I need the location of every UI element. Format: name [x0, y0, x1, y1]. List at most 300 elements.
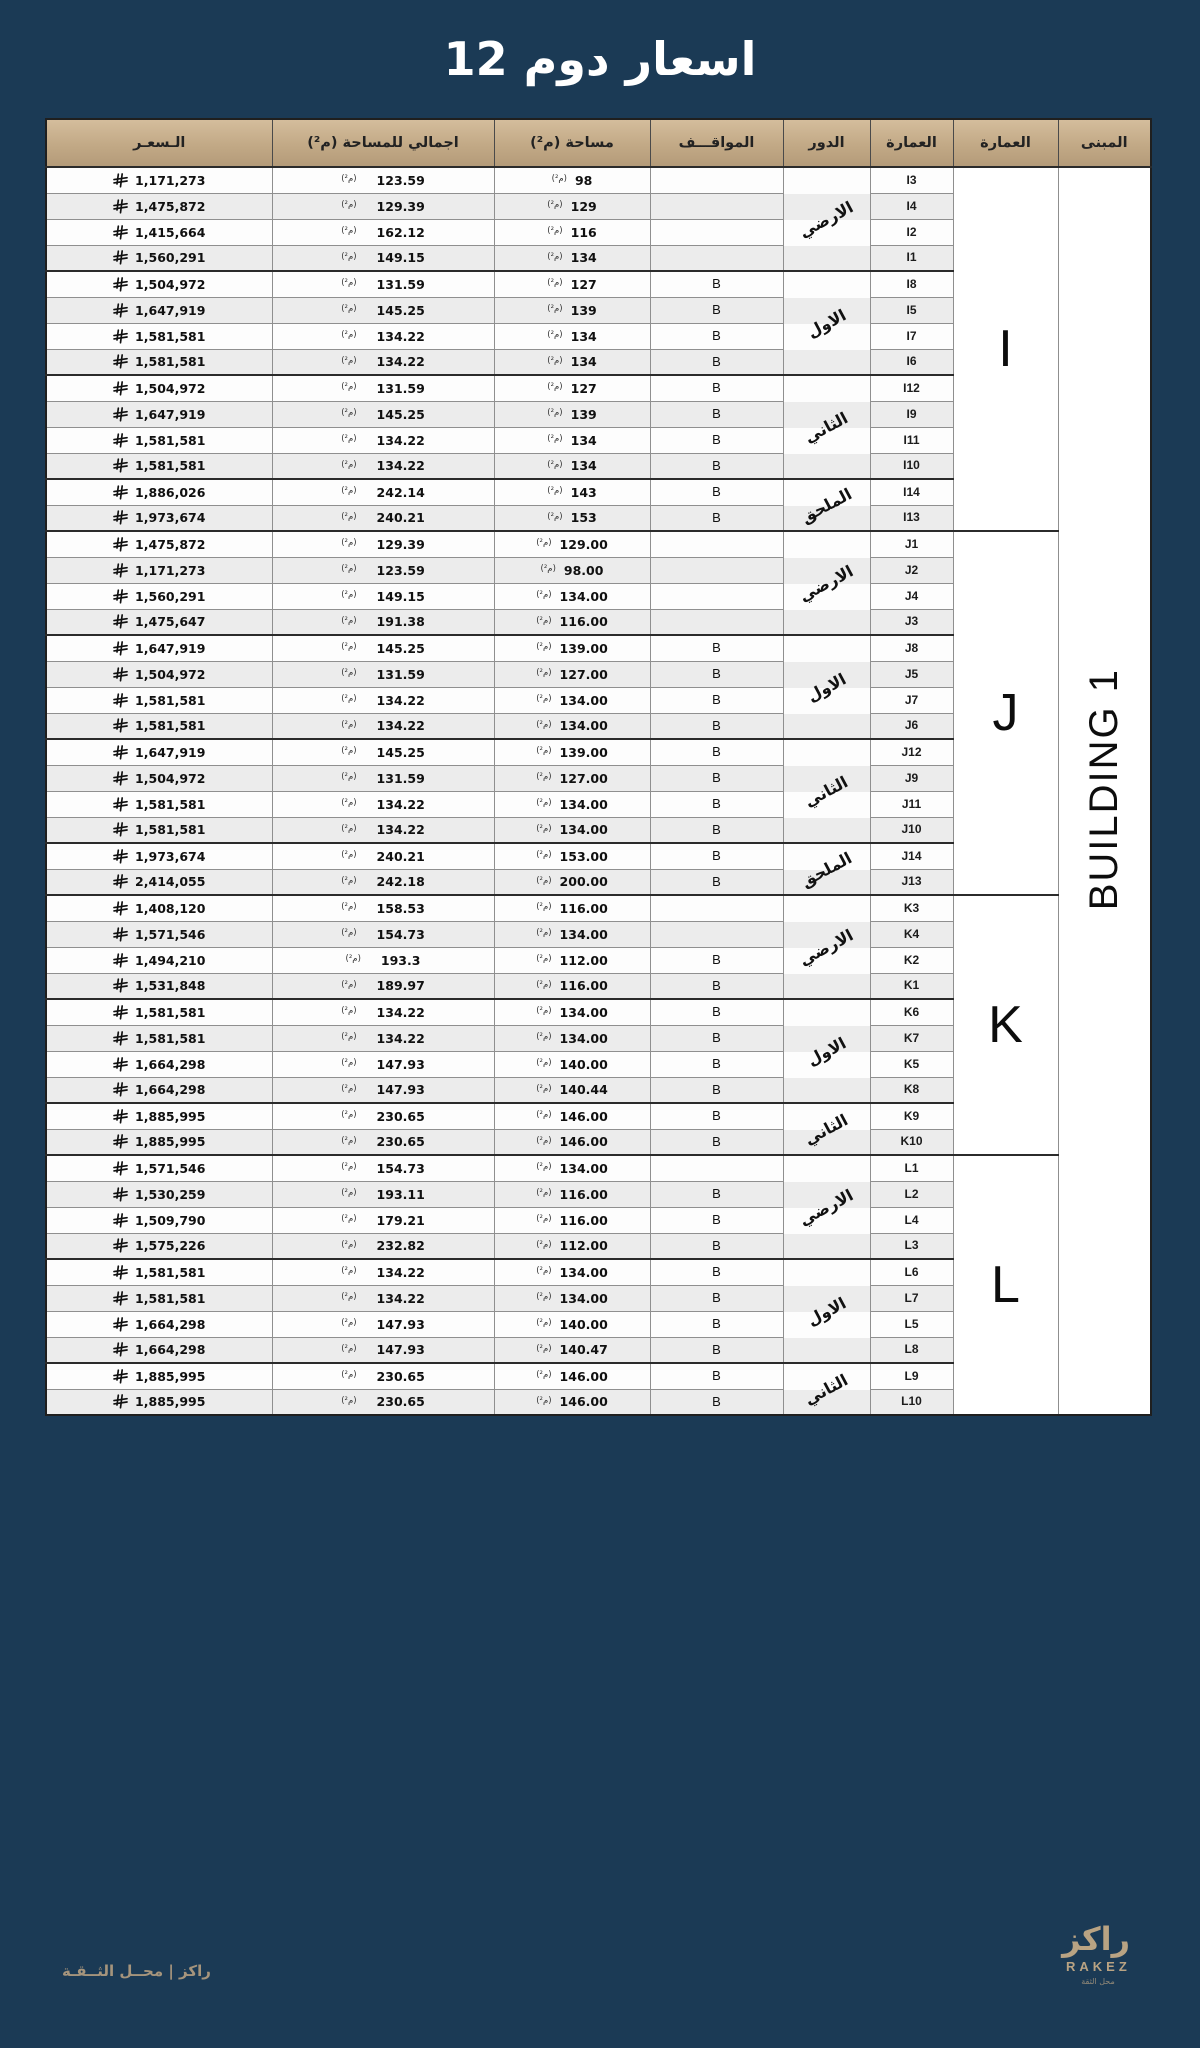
total-area-cell — [272, 999, 494, 1025]
saudi-riyal-icon — [113, 927, 128, 942]
area-value: 127.00 — [559, 770, 608, 786]
parking-value: B — [712, 302, 721, 317]
total-area-cell — [272, 453, 494, 479]
floor-name: الثاني — [801, 1369, 852, 1409]
total-area-value: 134.22 — [376, 354, 425, 370]
unit-cell — [870, 1285, 953, 1311]
area-cell — [494, 895, 650, 921]
parking-cell — [650, 765, 783, 791]
price-cell — [46, 791, 272, 817]
floor-cell — [783, 895, 870, 999]
parking-value: B — [712, 744, 721, 760]
parking-value: B — [712, 1004, 721, 1020]
sqm-unit-label: (م²) — [341, 408, 357, 418]
area-value: 134.00 — [559, 1004, 608, 1020]
price-cell — [46, 583, 272, 609]
saudi-riyal-icon — [113, 1317, 128, 1332]
sqm-unit-label: (م²) — [341, 278, 357, 289]
sqm-unit-label: (م²) — [547, 200, 563, 210]
parking-cell — [650, 1207, 783, 1233]
total-area-cell — [272, 791, 494, 817]
sqm-unit-label: (م²) — [341, 355, 357, 366]
total-area-value: 242.18 — [376, 874, 425, 890]
unit-cell — [870, 973, 953, 999]
unit-cell — [870, 1155, 953, 1181]
price-value: 1,560,291 — [135, 250, 206, 266]
unit-cell — [870, 1233, 953, 1259]
total-area-cell — [272, 635, 494, 661]
saudi-riyal-icon — [113, 329, 128, 344]
parking-cell — [650, 193, 783, 219]
floor-name: الثاني — [801, 771, 852, 811]
column-header-total_area: اجمالي للمساحة (م²) — [272, 119, 494, 167]
area-cell — [494, 1155, 650, 1181]
sqm-unit-label: (م²) — [536, 1370, 552, 1381]
total-area-cell — [272, 1233, 494, 1259]
unit-code: J2 — [904, 562, 919, 577]
parking-cell — [650, 297, 783, 323]
total-area-cell — [272, 1207, 494, 1233]
price-cell — [46, 167, 272, 193]
sqm-unit-label: (م²) — [341, 694, 357, 704]
price-cell — [46, 427, 272, 453]
parking-cell — [650, 531, 783, 557]
total-area-value: 240.21 — [376, 510, 425, 526]
saudi-riyal-icon — [113, 771, 128, 786]
floor-cell — [783, 1103, 870, 1155]
area-cell — [494, 1077, 650, 1103]
unit-code: J12 — [901, 744, 922, 759]
total-area-cell — [272, 817, 494, 843]
area-cell — [494, 557, 650, 583]
saudi-riyal-icon — [113, 250, 128, 265]
floor-cell — [783, 375, 870, 479]
parking-cell — [650, 505, 783, 531]
sqm-unit-label: (م²) — [341, 798, 357, 808]
saudi-riyal-icon — [113, 953, 128, 968]
parking-value: B — [712, 848, 721, 864]
area-value: 116.00 — [559, 614, 608, 630]
sqm-unit-label: (م²) — [536, 694, 552, 704]
sqm-unit-label: (م²) — [547, 278, 563, 289]
parking-cell — [650, 401, 783, 427]
saudi-riyal-icon — [113, 1369, 128, 1384]
building-label: BUILDING 1 — [1081, 667, 1126, 911]
sqm-unit-label: (م²) — [536, 538, 552, 549]
area-value: 134.00 — [559, 796, 608, 812]
sqm-unit-label: (م²) — [341, 174, 357, 185]
area-cell — [494, 1337, 650, 1363]
total-area-value: 134.22 — [376, 796, 425, 812]
unit-cell — [870, 219, 953, 245]
area-cell — [494, 1285, 650, 1311]
area-cell — [494, 349, 650, 375]
sqm-unit-label: (م²) — [341, 1239, 357, 1250]
total-area-value: 145.25 — [376, 406, 425, 422]
sqm-unit-label: (م²) — [341, 1110, 357, 1121]
saudi-riyal-icon — [113, 1082, 128, 1097]
total-area-cell — [272, 1311, 494, 1337]
total-area-value: 134.22 — [376, 1264, 425, 1280]
price-cell — [46, 401, 272, 427]
sqm-unit-label: (م²) — [341, 590, 357, 600]
area-cell — [494, 401, 650, 427]
unit-code: J1 — [904, 536, 919, 551]
price-cell — [46, 739, 272, 765]
sqm-unit-label: (م²) — [341, 1318, 357, 1328]
unit-cell — [870, 713, 953, 739]
area-value: 134 — [570, 328, 597, 344]
price-value: 1,647,919 — [135, 302, 206, 318]
price-value: 1,171,273 — [135, 562, 206, 578]
price-value: 1,504,972 — [135, 380, 206, 396]
price-cell — [46, 1051, 272, 1077]
parking-value: B — [712, 1368, 721, 1384]
floor-name: الارضي — [796, 1184, 857, 1230]
area-value: 134 — [570, 354, 597, 370]
floor-name: الاول — [803, 1032, 850, 1070]
saudi-riyal-icon — [113, 1161, 128, 1176]
parking-value: B — [712, 276, 721, 292]
area-cell — [494, 1311, 650, 1337]
sqm-unit-label: (م²) — [547, 382, 563, 393]
total-area-value: 145.25 — [376, 302, 425, 318]
floor-cell — [783, 1155, 870, 1259]
price-cell — [46, 453, 272, 479]
saudi-riyal-icon — [113, 745, 128, 760]
parking-value: B — [712, 1341, 721, 1357]
total-area-value: 154.73 — [376, 926, 425, 942]
total-area-value: 230.65 — [376, 1108, 425, 1124]
sqm-unit-label: (م²) — [547, 511, 563, 522]
area-cell — [494, 505, 650, 531]
sqm-unit-label: (م²) — [547, 226, 563, 236]
unit-code: I1 — [906, 250, 917, 265]
price-value: 1,885,995 — [135, 1108, 206, 1124]
unit-cell — [870, 401, 953, 427]
area-cell — [494, 843, 650, 869]
parking-cell — [650, 245, 783, 271]
parking-cell — [650, 375, 783, 401]
parking-value: B — [712, 1186, 721, 1201]
price-value: 1,530,259 — [135, 1186, 206, 1202]
area-value: 134.00 — [559, 1264, 608, 1280]
area-value: 98 — [574, 172, 593, 188]
area-cell — [494, 219, 650, 245]
floor-cell — [783, 843, 870, 895]
unit-code: I5 — [906, 302, 917, 317]
price-value: 1,664,298 — [135, 1082, 206, 1098]
unit-cell — [870, 1077, 953, 1103]
total-area-value: 123.59 — [376, 562, 425, 578]
area-cell — [494, 297, 650, 323]
area-value: 134.00 — [559, 692, 608, 708]
sqm-unit-label: (م²) — [536, 1239, 552, 1250]
floor-cell — [783, 271, 870, 375]
unit-code: L2 — [904, 1186, 919, 1201]
total-area-value: 131.59 — [376, 276, 425, 292]
rakez-logo-arabic: راكز — [1062, 1920, 1130, 1958]
parking-value: B — [712, 1081, 721, 1097]
area-value: 139 — [570, 406, 597, 422]
price-table-container — [45, 118, 1150, 1416]
unit-code: I7 — [906, 328, 917, 343]
price-cell — [46, 921, 272, 947]
parking-cell — [650, 583, 783, 609]
sqm-unit-label: (م²) — [536, 875, 552, 886]
area-value: 134.00 — [559, 588, 608, 604]
unit-cell — [870, 323, 953, 349]
price-cell — [46, 531, 272, 557]
sqm-unit-label: (م²) — [536, 1318, 552, 1328]
floor-name: الثاني — [801, 407, 852, 447]
parking-cell — [650, 1311, 783, 1337]
sqm-unit-label: (م²) — [341, 538, 357, 549]
floor-name: الارضي — [796, 924, 857, 970]
sqm-unit-label: (م²) — [341, 902, 357, 913]
sqm-unit-label: (م²) — [536, 1343, 552, 1354]
sqm-unit-label: (م²) — [536, 902, 552, 913]
total-area-cell — [272, 375, 494, 401]
total-area-value: 232.82 — [376, 1238, 425, 1254]
area-value: 116 — [570, 224, 597, 240]
parking-value: B — [712, 1056, 721, 1071]
rakez-logo-english: RAKEZ — [1066, 1959, 1131, 1975]
unit-code: K5 — [903, 1056, 920, 1071]
saudi-riyal-icon — [113, 407, 128, 422]
price-value: 1,581,581 — [135, 1004, 206, 1020]
total-area-value: 134.22 — [376, 718, 425, 734]
area-value: 134.00 — [559, 718, 608, 734]
area-cell — [494, 1259, 650, 1285]
floor-cell — [783, 531, 870, 635]
sqm-unit-label: (م²) — [536, 719, 552, 730]
unit-cell — [870, 947, 953, 973]
parking-cell — [650, 349, 783, 375]
unit-cell — [870, 1389, 953, 1415]
parking-value: B — [712, 380, 721, 396]
area-cell — [494, 999, 650, 1025]
unit-cell — [870, 635, 953, 661]
sqm-unit-label: (م²) — [536, 1110, 552, 1121]
parking-cell — [650, 1389, 783, 1415]
area-value: 116.00 — [559, 1212, 608, 1228]
total-area-value: 134.22 — [376, 692, 425, 708]
area-value: 129 — [570, 198, 597, 214]
unit-cell — [870, 687, 953, 713]
sqm-unit-label: (م²) — [547, 330, 563, 340]
table-row — [46, 167, 1151, 193]
unit-cell — [870, 1311, 953, 1337]
price-value: 1,885,995 — [135, 1368, 206, 1384]
unit-cell — [870, 505, 953, 531]
saudi-riyal-icon — [113, 1265, 128, 1280]
total-area-cell — [272, 947, 494, 973]
price-value: 1,581,581 — [135, 692, 206, 708]
total-area-cell — [272, 1129, 494, 1155]
unit-code: K7 — [903, 1030, 920, 1045]
parking-cell — [650, 1233, 783, 1259]
price-cell — [46, 1363, 272, 1389]
parking-cell — [650, 1259, 783, 1285]
floor-name: الاول — [803, 304, 850, 342]
parking-value: B — [712, 1133, 721, 1149]
area-cell — [494, 1207, 650, 1233]
parking-cell — [650, 323, 783, 349]
price-value: 1,885,995 — [135, 1134, 206, 1150]
total-area-cell — [272, 609, 494, 635]
parking-cell — [650, 921, 783, 947]
table-header — [46, 119, 1151, 167]
price-cell — [46, 895, 272, 921]
price-cell — [46, 1207, 272, 1233]
price-cell — [46, 869, 272, 895]
unit-code: J4 — [904, 588, 919, 603]
floor-name: الاول — [803, 668, 850, 706]
price-value: 1,973,674 — [135, 510, 206, 526]
total-area-cell — [272, 349, 494, 375]
area-value: 146.00 — [559, 1368, 608, 1384]
area-value: 112.00 — [559, 1238, 608, 1254]
price-value: 1,475,647 — [135, 614, 206, 630]
area-cell — [494, 869, 650, 895]
sqm-unit-label: (م²) — [341, 251, 357, 262]
price-value: 1,509,790 — [135, 1212, 206, 1228]
parking-value: B — [712, 328, 721, 343]
unit-code: I6 — [906, 354, 917, 369]
unit-code: L5 — [904, 1316, 919, 1331]
total-area-value: 179.21 — [376, 1212, 425, 1228]
price-cell — [46, 635, 272, 661]
total-area-value: 230.65 — [376, 1368, 425, 1384]
parking-cell — [650, 1181, 783, 1207]
sqm-unit-label: (م²) — [536, 928, 552, 938]
parking-cell — [650, 219, 783, 245]
area-cell — [494, 271, 650, 297]
price-cell — [46, 219, 272, 245]
price-value: 1,647,919 — [135, 640, 206, 656]
sqm-unit-label: (م²) — [341, 1188, 357, 1198]
unit-cell — [870, 557, 953, 583]
price-value: 1,475,872 — [135, 536, 206, 552]
unit-cell — [870, 1129, 953, 1155]
total-area-value: 191.38 — [376, 614, 425, 630]
price-value: 1,581,581 — [135, 1030, 206, 1046]
unit-code: L10 — [901, 1394, 922, 1409]
column-header-parking: المواقـــف — [650, 119, 783, 167]
block-letter: J — [992, 684, 1019, 742]
unit-code: I13 — [903, 510, 920, 525]
price-value: 1,664,298 — [135, 1316, 206, 1332]
area-value: 140.00 — [559, 1316, 608, 1332]
total-area-value: 134.22 — [376, 458, 425, 474]
unit-cell — [870, 1337, 953, 1363]
area-value: 200.00 — [559, 874, 608, 890]
total-area-value: 131.59 — [376, 380, 425, 396]
total-area-value: 147.93 — [376, 1342, 425, 1358]
saudi-riyal-icon — [113, 1031, 128, 1046]
unit-cell — [870, 531, 953, 557]
sqm-unit-label: (م²) — [341, 1292, 357, 1302]
unit-code: L9 — [904, 1368, 919, 1383]
unit-code: I3 — [906, 172, 917, 187]
price-value: 1,504,972 — [135, 770, 206, 786]
parking-value: B — [712, 1030, 721, 1045]
parking-value: B — [712, 770, 721, 785]
area-value: 143 — [570, 484, 597, 500]
column-header-building: المبنى — [1058, 119, 1151, 167]
total-area-cell — [272, 661, 494, 687]
sqm-unit-label: (م²) — [536, 954, 552, 964]
parking-value: B — [712, 692, 721, 707]
sqm-unit-label: (م²) — [341, 1083, 357, 1094]
unit-cell — [870, 453, 953, 479]
parking-value: B — [712, 484, 721, 500]
area-cell — [494, 765, 650, 791]
price-value: 1,581,581 — [135, 822, 206, 838]
area-value: 146.00 — [559, 1134, 608, 1150]
sqm-unit-label: (م²) — [341, 875, 357, 886]
sqm-unit-label: (م²) — [341, 1395, 357, 1406]
price-cell — [46, 1129, 272, 1155]
unit-cell — [870, 661, 953, 687]
rakez-logo-subtext: محل الثقة — [1081, 1977, 1115, 1987]
area-cell — [494, 1181, 650, 1207]
total-area-cell — [272, 1337, 494, 1363]
unit-cell — [870, 1181, 953, 1207]
sqm-unit-label: (م²) — [341, 850, 357, 861]
area-value: 140.44 — [559, 1082, 608, 1098]
price-cell — [46, 1259, 272, 1285]
price-cell — [46, 1181, 272, 1207]
total-area-cell — [272, 271, 494, 297]
sqm-unit-label: (م²) — [341, 486, 357, 497]
unit-cell — [870, 1103, 953, 1129]
saudi-riyal-icon — [113, 303, 128, 318]
total-area-value: 162.12 — [376, 224, 425, 240]
parking-value: B — [712, 1108, 721, 1124]
price-cell — [46, 1103, 272, 1129]
parking-value: B — [712, 952, 721, 967]
parking-value: B — [712, 1290, 721, 1305]
floor-cell — [783, 1259, 870, 1363]
parking-cell — [650, 687, 783, 713]
sqm-unit-label: (م²) — [547, 355, 563, 366]
price-cell — [46, 1311, 272, 1337]
sqm-unit-label: (م²) — [547, 408, 563, 418]
unit-code: I9 — [906, 406, 917, 421]
total-area-cell — [272, 583, 494, 609]
area-value: 116.00 — [559, 900, 608, 916]
unit-cell — [870, 427, 953, 453]
parking-value: B — [712, 1212, 721, 1227]
area-value: 153.00 — [559, 848, 608, 864]
floor-name: الارضي — [796, 560, 857, 606]
floor-name: الاول — [803, 1292, 850, 1330]
unit-cell — [870, 1025, 953, 1051]
sqm-unit-label: (م²) — [341, 1135, 357, 1146]
unit-code: I14 — [903, 484, 920, 499]
sqm-unit-label: (م²) — [536, 590, 552, 600]
unit-cell — [870, 297, 953, 323]
price-cell — [46, 297, 272, 323]
unit-code: J9 — [904, 770, 919, 785]
unit-cell — [870, 999, 953, 1025]
area-cell — [494, 661, 650, 687]
price-value: 1,664,298 — [135, 1056, 206, 1072]
unit-code: K9 — [903, 1108, 920, 1123]
floor-name: الارضي — [796, 196, 857, 242]
